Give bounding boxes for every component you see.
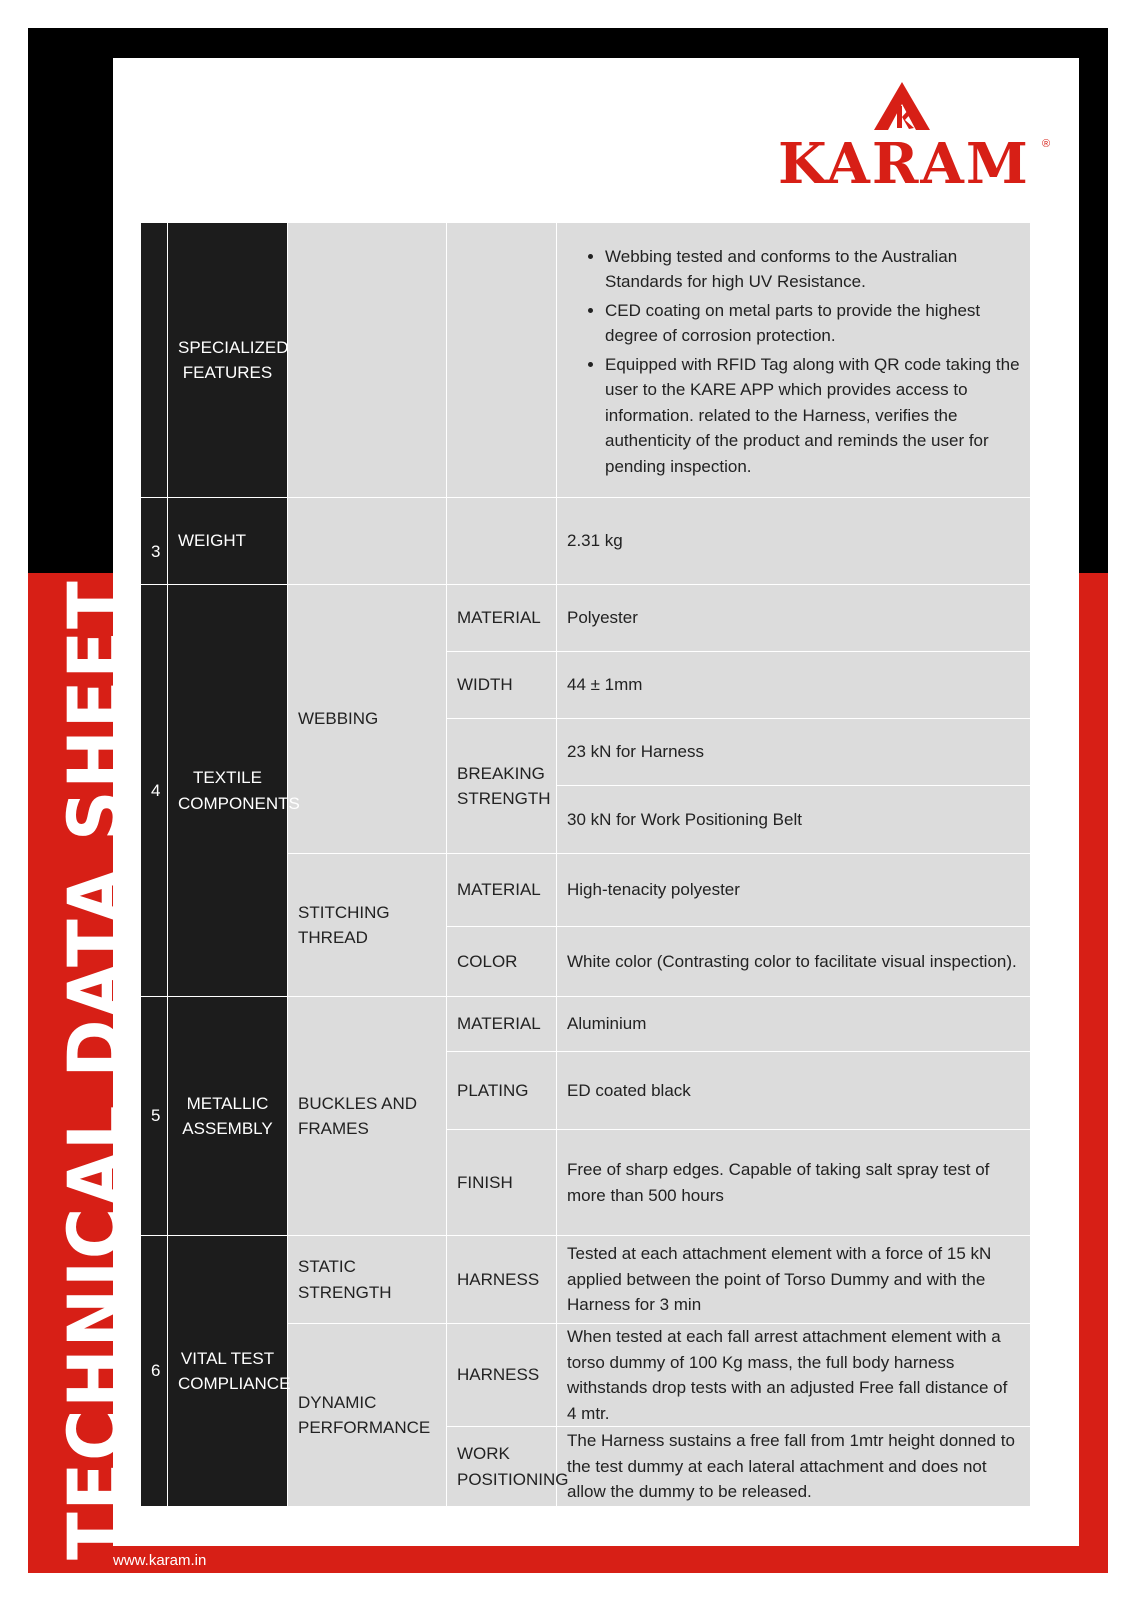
label-cell: COLOR (447, 927, 557, 997)
features-list (567, 228, 1020, 493)
value-cell: Polyester (557, 585, 1031, 652)
empty-cell (447, 498, 557, 585)
label-cell: WIDTH (447, 652, 557, 719)
website-link[interactable]: www.karam.in (113, 1552, 207, 1569)
empty-cell (288, 498, 447, 585)
value-cell: 30 kN for Work Positioning Belt (557, 786, 1031, 854)
value-cell: Tested at each attachment element with a force of 15 kN applied between the point of Torso Dummy and with the Harness for 3 min (557, 1236, 1031, 1324)
row-number: 3 (141, 498, 168, 585)
spec-table (140, 222, 1031, 1507)
value-cell: 2.31 kg (557, 498, 1031, 585)
list-item: • CED coating on metal parts to provide the highest degree of corrosion protection. (605, 298, 1020, 349)
value-cell: When tested at each fall arrest attachment element with a torso dummy of 100 Kg mass, the full body harness withstands drop tests with an adjusted Free fall distance of 4 mtr. (557, 1324, 1031, 1427)
row-number: 4 (141, 585, 168, 997)
category-cell: SPECIALIZED FEATURES (168, 223, 288, 498)
list-item: • Webbing tested and conforms to the Australian Standards for high UV Resistance. (605, 244, 1020, 295)
value-cell: 23 kN for Harness (557, 719, 1031, 786)
label-cell: MATERIAL (447, 997, 557, 1052)
category-cell: WEIGHT (168, 498, 288, 585)
empty-cell (447, 223, 557, 498)
category-cell: TEXTILE COMPONENTS (168, 585, 288, 997)
brand-name: KARAM (778, 131, 1030, 197)
label-cell: HARNESS (447, 1324, 557, 1427)
side-title: TECHNICAL DATA SHEET (51, 579, 140, 1560)
table-row-specialized (141, 223, 1031, 498)
value-cell: Aluminium (557, 997, 1031, 1052)
row-number: 6 (141, 1236, 168, 1507)
value-cell: High-tenacity polyester (557, 854, 1031, 927)
label-cell: BREAKING STRENGTH (447, 719, 557, 854)
registered-mark: ® (1042, 138, 1051, 150)
label-cell: MATERIAL (447, 585, 557, 652)
table-row-weight (141, 498, 1031, 585)
table-row (141, 997, 1031, 1052)
table-row (141, 585, 1031, 652)
component-cell: STITCHING THREAD (288, 854, 447, 997)
features-cell (557, 223, 1031, 498)
karam-mark-icon (872, 80, 932, 132)
value-cell: The Harness sustains a free fall from 1mtr height donned to the test dummy at each lateral attachment and does not allow the dummy to be released. (557, 1427, 1031, 1507)
component-cell: STATIC STRENGTH (288, 1236, 447, 1324)
row-number: 5 (141, 997, 168, 1236)
component-cell: WEBBING (288, 585, 447, 854)
label-cell: PLATING (447, 1052, 557, 1130)
component-cell: DYNAMIC PERFORMANCE (288, 1324, 447, 1507)
label-cell: MATERIAL (447, 854, 557, 927)
value-cell: Free of sharp edges. Capable of taking salt spray test of more than 500 hours (557, 1130, 1031, 1236)
value-cell: 44 ± 1mm (557, 652, 1031, 719)
row-number (141, 223, 168, 498)
category-cell: METALLIC ASSEMBLY (168, 997, 288, 1236)
karam-logo (778, 80, 1058, 195)
value-cell: White color (Contrasting color to facilitate visual inspection). (557, 927, 1031, 997)
label-cell: HARNESS (447, 1236, 557, 1324)
list-item: • Equipped with RFID Tag along with QR code taking the user to the KARE APP which provides access to information. related to the Harness, verifies the authenticity of the product and reminds the user for pending inspection. (605, 352, 1020, 480)
table-row (141, 1236, 1031, 1324)
label-cell: FINISH (447, 1130, 557, 1236)
label-cell: WORK POSITIONING (447, 1427, 557, 1507)
empty-cell (288, 223, 447, 498)
value-cell: ED coated black (557, 1052, 1031, 1130)
category-cell: VITAL TEST COMPLIANCE (168, 1236, 288, 1507)
component-cell: BUCKLES AND FRAMES (288, 997, 447, 1236)
